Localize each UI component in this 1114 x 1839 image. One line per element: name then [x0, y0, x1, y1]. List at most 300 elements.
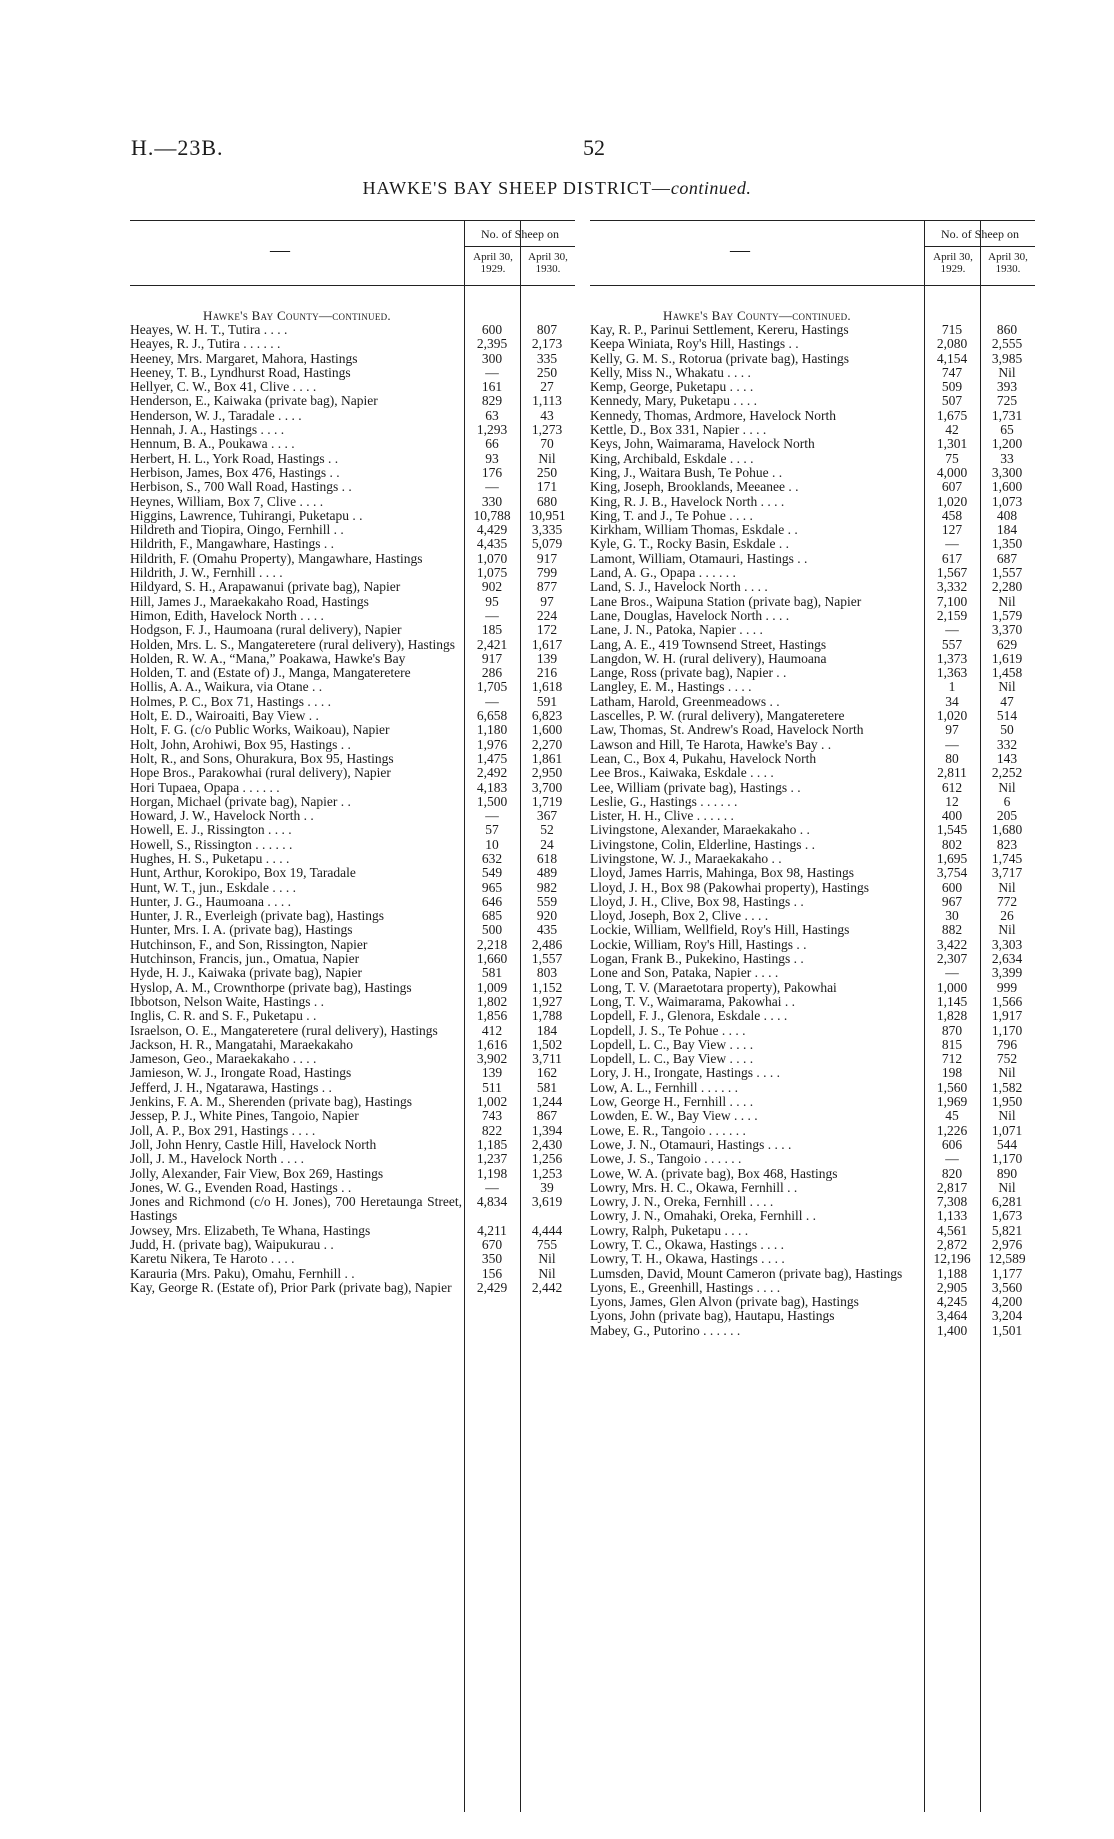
- sheep-1930: 172: [536, 622, 558, 638]
- table-row: [130, 1081, 575, 1095]
- sheep-1929: 45: [945, 1108, 959, 1124]
- owner-name: Hunt, W. T., jun., Eskdale . . . .: [130, 879, 296, 895]
- sheep-1930: 3,300: [991, 464, 1023, 480]
- owner-name: Jolly, Alexander, Fair View, Box 269, Hastings: [130, 1165, 384, 1181]
- table-row: [590, 1124, 1035, 1138]
- table-row: [130, 723, 575, 737]
- sheep-1930: 591: [536, 693, 558, 709]
- owner-name: Keepa Winiata, Roy's Hill, Hastings . .: [590, 336, 799, 352]
- sheep-1929: 1,976: [476, 736, 508, 752]
- owner-name: Kay, George R. (Estate of), Prior Park (private bag), Napier: [130, 1279, 452, 1295]
- table-row: [130, 509, 575, 523]
- sheep-1929: 632: [481, 850, 503, 866]
- owner-name: Jowsey, Mrs. Elizabeth, Te Whana, Hastings: [130, 1222, 371, 1238]
- owner-name: Lloyd, J. H., Box 98 (Pakowhai property), Hastings: [590, 879, 869, 895]
- table-row: [130, 1124, 575, 1138]
- table-row: [130, 638, 575, 652]
- sheep-1930: 680: [536, 493, 558, 509]
- table-row: [130, 323, 575, 337]
- sheep-1929: 63: [485, 407, 499, 423]
- document-reference: H.—23B.: [131, 135, 224, 160]
- sheep-1929: 139: [481, 1065, 503, 1081]
- owner-name: Kirkham, William Thomas, Eskdale . .: [590, 522, 798, 538]
- owner-name: Hyde, H. J., Kaiwaka (private bag), Napier: [130, 965, 363, 981]
- sheep-1930: 171: [536, 479, 558, 495]
- table-row: [130, 366, 575, 380]
- sheep-1930: 581: [536, 1079, 558, 1095]
- table-row: [130, 809, 575, 823]
- sheep-1929: 4,435: [476, 536, 508, 552]
- sheep-1930: 3,717: [991, 865, 1023, 881]
- sheep-1930: 97: [540, 593, 554, 609]
- name-column-header: —: [270, 239, 290, 261]
- sheep-1929: 500: [481, 922, 503, 938]
- sheep-1929: 509: [941, 379, 963, 395]
- sheep-1929: 2,421: [476, 636, 508, 652]
- sheep-1929: 1,237: [476, 1151, 508, 1167]
- sheep-1929: 549: [481, 865, 503, 881]
- sheep-1930: 687: [996, 550, 1018, 566]
- table-row: [130, 423, 575, 437]
- owner-name: Lopdell, L. C., Bay View . . . .: [590, 1036, 754, 1052]
- table-row: [590, 823, 1035, 837]
- sheep-1930: 1,177: [991, 1265, 1023, 1281]
- section-heading: Hawke's Bay County—continued.: [663, 308, 851, 323]
- owner-name: Land, S. J., Havelock North . . . .: [590, 579, 768, 595]
- sheep-1930: 2,280: [991, 579, 1023, 595]
- table-row: [130, 537, 575, 551]
- sheep-1930: 408: [996, 507, 1018, 523]
- table-row: [130, 452, 575, 466]
- table-row: [590, 552, 1035, 566]
- table-row: [130, 580, 575, 594]
- sheep-1929: —: [945, 622, 959, 638]
- sheep-1929: 581: [481, 965, 503, 981]
- owner-name: Lloyd, James Harris, Mahinga, Box 98, Hastings: [590, 865, 854, 881]
- sheep-1929: 1: [948, 679, 956, 695]
- sheep-1930: 6,281: [991, 1194, 1023, 1210]
- owner-name: Jamieson, W. J., Irongate Road, Hastings: [130, 1065, 352, 1081]
- table-row: [590, 938, 1035, 952]
- owner-name: Low, A. L., Fernhill . . . . . .: [590, 1079, 738, 1095]
- sheep-1929: 1,500: [476, 793, 508, 809]
- sheep-1930: 1,256: [531, 1151, 563, 1167]
- table-row: [590, 580, 1035, 594]
- owner-name: Lee Bros., Kaiwaka, Eskdale . . . .: [590, 765, 774, 781]
- table-row: [130, 480, 575, 494]
- sheep-1930: 755: [536, 1237, 558, 1252]
- table-row: [590, 1238, 1035, 1252]
- owner-name: Livingstone, Alexander, Maraekakaho . .: [590, 822, 810, 838]
- table-row: [130, 709, 575, 723]
- sheep-1929: —: [485, 693, 499, 709]
- sheep-1929: 1,293: [476, 422, 508, 438]
- table-row: [590, 909, 1035, 923]
- table-row: [130, 795, 575, 809]
- owner-name: Herbert, H. L., York Road, Hastings . .: [130, 450, 339, 466]
- table-row: [130, 623, 575, 637]
- sheep-1930: 2,173: [531, 336, 563, 352]
- table-row: [590, 380, 1035, 394]
- sheep-1930: 3,711: [532, 1051, 562, 1067]
- owner-name: Heayes, R. J., Tutira . . . . . .: [130, 336, 281, 352]
- sheep-1930: 3,370: [991, 622, 1023, 638]
- table-row: [590, 781, 1035, 795]
- sheep-1930: 725: [996, 393, 1018, 409]
- sheep-1929: 2,429: [476, 1279, 508, 1295]
- sheep-1929: 557: [941, 636, 963, 652]
- sheep-1930: 3,700: [531, 779, 563, 795]
- owner-name: Lawson and Hill, Te Harota, Hawke's Bay . .: [590, 736, 832, 752]
- table-row: [590, 952, 1035, 966]
- sheep-1929: 330: [481, 493, 503, 509]
- sheep-1930: 12,589: [988, 1251, 1026, 1267]
- owner-name: Holmes, P. C., Box 71, Hastings . . . .: [130, 693, 332, 709]
- sheep-1930: 24: [540, 836, 554, 852]
- sheep-1929: 1,705: [476, 679, 508, 695]
- table-row: [130, 995, 575, 1009]
- sheep-1930: 1,861: [531, 750, 563, 766]
- owner-name: Howard, J. W., Havelock North . .: [130, 808, 314, 824]
- table-row: [130, 666, 575, 680]
- sheep-1929: 1,301: [936, 436, 968, 452]
- sheep-1930: 1,244: [531, 1094, 563, 1110]
- sheep-1930: 890: [996, 1165, 1018, 1181]
- sheep-1929: 12,196: [933, 1251, 971, 1267]
- sheep-1930: 796: [996, 1036, 1018, 1052]
- sheep-1929: 1,545: [936, 822, 968, 838]
- table-row: [130, 1238, 575, 1252]
- owner-name: Hildrith, F. (Omahu Property), Mangawhare, Hastings: [130, 550, 423, 566]
- left-table: [130, 220, 575, 1812]
- table-row: [130, 495, 575, 509]
- sheep-1929: 882: [941, 922, 963, 938]
- sheep-1929: 2,395: [476, 336, 508, 352]
- sheep-1929: 507: [941, 393, 963, 409]
- table-row: [590, 1209, 1035, 1223]
- table-row: [590, 638, 1035, 652]
- owner-name: Kelly, Miss N., Whakatu . . . .: [590, 364, 751, 380]
- table-row: [590, 1109, 1035, 1123]
- table-row: [590, 466, 1035, 480]
- sheep-1930: 143: [996, 750, 1018, 766]
- table-row: [130, 952, 575, 966]
- sheep-1930: 1,745: [991, 850, 1023, 866]
- table-row: [590, 1267, 1035, 1281]
- owner-name: Jameson, Geo., Maraekakaho . . . .: [130, 1051, 317, 1067]
- sheep-1930: 1,600: [531, 722, 563, 738]
- sheep-1929: 1,070: [476, 550, 508, 566]
- table-row: [130, 466, 575, 480]
- sheep-1930: Nil: [998, 922, 1016, 938]
- sheep-1930: 216: [536, 665, 558, 681]
- owner-name: Hildrith, F., Mangawhare, Hastings . .: [130, 536, 335, 552]
- table-body: [130, 323, 575, 1295]
- owner-name: Hutchinson, F., and Son, Rissington, Napier: [130, 936, 368, 952]
- owner-name: Hope Bros., Parakowhai (rural delivery), Napier: [130, 765, 391, 781]
- table-row: [590, 337, 1035, 351]
- sheep-1930: 489: [536, 865, 558, 881]
- sheep-1930: 70: [540, 436, 554, 452]
- table-row: [130, 909, 575, 923]
- sheep-1929: 1,180: [476, 722, 508, 738]
- sheep-1929: 600: [481, 322, 503, 337]
- table-row: [130, 1152, 575, 1166]
- owner-name: Lloyd, Joseph, Box 2, Clive . . . .: [590, 908, 769, 924]
- table-row: [590, 1052, 1035, 1066]
- sheep-1929: 612: [941, 779, 963, 795]
- sheep-1930: 752: [996, 1051, 1018, 1067]
- table-row: [590, 1281, 1035, 1295]
- sheep-1929: 2,080: [936, 336, 968, 352]
- sheep-1930: 47: [1000, 693, 1014, 709]
- table-row: [590, 537, 1035, 551]
- year-1930-header: April 30, 1930.: [988, 251, 1028, 275]
- table-row: [590, 623, 1035, 637]
- table-row: [130, 938, 575, 952]
- sheep-1929: 3,464: [936, 1308, 968, 1324]
- page-title: [0, 178, 1114, 199]
- sheep-1929: 1,567: [936, 565, 968, 581]
- owner-name: Heeney, T. B., Lyndhurst Road, Hastings: [130, 364, 351, 380]
- sheep-1929: 3,754: [936, 865, 968, 881]
- sheep-1929: 57: [485, 822, 499, 838]
- owner-name: Leslie, G., Hastings . . . . . .: [590, 793, 738, 809]
- owner-name: Lascelles, P. W. (rural delivery), Mangateretere: [590, 708, 845, 724]
- owner-name: Kay, R. P., Parinui Settlement, Kereru, Hastings: [590, 322, 849, 337]
- sheep-1929: 712: [941, 1051, 963, 1067]
- owner-name: Lowry, T. C., Okawa, Hastings . . . .: [590, 1237, 784, 1252]
- year-1930-header: April 30, 1930.: [528, 251, 568, 275]
- sheep-1930: 224: [536, 607, 558, 623]
- owner-name: Ibbotson, Nelson Waite, Hastings . .: [130, 993, 325, 1009]
- table-row: [130, 523, 575, 537]
- sheep-1930: 1,273: [531, 422, 563, 438]
- table-row: [590, 766, 1035, 780]
- table-row: [130, 1095, 575, 1109]
- owner-name: Holt, F. G. (c/o Public Works, Waikoau), Napier: [130, 722, 390, 738]
- table-row: [590, 480, 1035, 494]
- owner-name: Judd, H. (private bag), Waipukurau . .: [130, 1237, 334, 1252]
- sheep-1930: Nil: [998, 1179, 1016, 1195]
- sheep-1930: 2,634: [991, 951, 1023, 967]
- sheep-1930: 4,444: [531, 1222, 563, 1238]
- sheep-1930: 332: [996, 736, 1018, 752]
- title-continued: continued.: [670, 178, 752, 198]
- owner-name: King, Joseph, Brooklands, Meeanee . .: [590, 479, 799, 495]
- owner-name: King, T. and J., Te Pohue . . . .: [590, 507, 753, 523]
- owner-name: Lowe, W. A. (private bag), Box 468, Hastings: [590, 1165, 838, 1181]
- owner-name: Lory, J. H., Irongate, Hastings . . . .: [590, 1065, 780, 1081]
- owner-name: Hunter, Mrs. I. A. (private bag), Hastings: [130, 922, 353, 938]
- sheep-1930: 807: [536, 322, 558, 337]
- owner-name: Lopdell, J. S., Te Pohue . . . .: [590, 1022, 746, 1038]
- sheep-1929: 4,154: [936, 350, 968, 366]
- sheep-1929: 1,145: [936, 993, 968, 1009]
- sheep-1929: 747: [941, 364, 963, 380]
- sheep-1929: 1,560: [936, 1079, 968, 1095]
- table-header: [130, 220, 575, 286]
- sheep-1929: 127: [941, 522, 963, 538]
- sheep-1929: 870: [941, 1022, 963, 1038]
- owner-name: Karetu Nikera, Te Haroto . . . .: [130, 1251, 295, 1267]
- table-row: [130, 394, 575, 408]
- table-row: [130, 923, 575, 937]
- sheep-1929: 1,616: [476, 1036, 508, 1052]
- owner-name: Lowry, Ralph, Puketapu . . . .: [590, 1222, 749, 1238]
- table-row: [130, 337, 575, 351]
- owner-name: Higgins, Lawrence, Tuhirangi, Puketapu . .: [130, 507, 363, 523]
- sheep-1930: 1,927: [531, 993, 563, 1009]
- table-row: [590, 680, 1035, 694]
- table-row: [590, 323, 1035, 337]
- sheep-1929: 1,475: [476, 750, 508, 766]
- table-row: [130, 1281, 575, 1295]
- sheep-1930: 5,821: [991, 1222, 1023, 1238]
- owner-name: Hellyer, C. W., Box 41, Clive . . . .: [130, 379, 317, 395]
- table-row: [590, 423, 1035, 437]
- sheep-1930: 1,502: [531, 1036, 563, 1052]
- sheep-1930: 1,170: [991, 1022, 1023, 1038]
- owner-name: Himon, Edith, Havelock North . . . .: [130, 607, 324, 623]
- sheep-1930: 1,673: [991, 1208, 1023, 1224]
- owner-name: Henderson, W. J., Taradale . . . .: [130, 407, 302, 423]
- year-1929-header: April 30, 1929.: [933, 251, 973, 275]
- owner-name: Horgan, Michael (private bag), Napier . .: [130, 793, 351, 809]
- sheep-1930: 2,486: [531, 936, 563, 952]
- owner-name: Kennedy, Thomas, Ardmore, Havelock North: [590, 407, 836, 423]
- sheep-1930: 2,270: [531, 736, 563, 752]
- right-table: [590, 220, 1035, 1812]
- sheep-1930: 1,200: [991, 436, 1023, 452]
- table-row: [590, 995, 1035, 1009]
- table-row: [590, 838, 1035, 852]
- owner-name: King, J., Waitara Bush, Te Pohue . .: [590, 464, 783, 480]
- sheep-1929: 1,188: [936, 1265, 968, 1281]
- owner-name: Kettle, D., Box 331, Napier . . . .: [590, 422, 767, 438]
- sheep-1930: Nil: [998, 879, 1016, 895]
- owner-name: Lamont, William, Otamauri, Hastings . .: [590, 550, 808, 566]
- sheep-1929: 93: [485, 450, 499, 466]
- owner-name: Holt, E. D., Wairoaiti, Bay View . .: [130, 708, 319, 724]
- sheep-1929: 66: [485, 436, 499, 452]
- sheep-1929: 1,009: [476, 979, 508, 995]
- sheep-1929: 1,363: [936, 665, 968, 681]
- owner-name: Inglis, C. R. and S. F., Puketapu . .: [130, 1008, 317, 1024]
- sheep-1930: 3,303: [991, 936, 1023, 952]
- sheep-1930: 1,719: [531, 793, 563, 809]
- sheep-1929: 822: [481, 1122, 503, 1138]
- owner-name: Logan, Frank B., Pukekino, Hastings . .: [590, 951, 804, 967]
- owner-name: Hunt, Arthur, Korokipo, Box 19, Taradale: [130, 865, 356, 881]
- owner-name: Lyons, James, Glen Alvon (private bag), Hastings: [590, 1294, 859, 1310]
- sheep-1930: 1,579: [991, 607, 1023, 623]
- sheep-1929: 2,872: [936, 1237, 968, 1252]
- sheep-1930: 999: [996, 979, 1018, 995]
- owner-name: Lowe, J. S., Tangoio . . . . . .: [590, 1151, 742, 1167]
- table-row: [590, 666, 1035, 680]
- sheep-1929: 965: [481, 879, 503, 895]
- sheep-1930: 2,976: [991, 1237, 1023, 1252]
- sheep-1929: 156: [481, 1265, 503, 1281]
- table-row: [590, 1324, 1035, 1338]
- sheep-1929: 646: [481, 893, 503, 909]
- owner-name: Lyons, E., Greenhill, Hastings . . . .: [590, 1279, 781, 1295]
- sheep-1929: —: [485, 479, 499, 495]
- sheep-1930: 162: [536, 1065, 558, 1081]
- table-row: [130, 1109, 575, 1123]
- owner-name: Lowe, E. R., Tangoio . . . . . .: [590, 1122, 746, 1138]
- sheep-1929: 300: [481, 350, 503, 366]
- table-row: [590, 981, 1035, 995]
- sheep-1929: 4,000: [936, 464, 968, 480]
- sheep-1930: 799: [536, 565, 558, 581]
- table-row: [130, 895, 575, 909]
- table-row: [130, 766, 575, 780]
- sheep-1929: 1,020: [936, 493, 968, 509]
- owner-name: Lopdell, F. J., Glenora, Eskdale . . . .: [590, 1008, 788, 1024]
- owner-name: Lumsden, David, Mount Cameron (private bag), Hastings: [590, 1265, 903, 1281]
- sheep-1930: 1,350: [991, 536, 1023, 552]
- owner-name: Lowden, E. W., Bay View . . . .: [590, 1108, 758, 1124]
- sheep-1929: 1,020: [936, 708, 968, 724]
- owner-name: Lange, Ross (private bag), Napier . .: [590, 665, 787, 681]
- sheep-1929: 1,133: [936, 1208, 968, 1224]
- sheep-1930: 2,252: [991, 765, 1023, 781]
- table-row: [590, 881, 1035, 895]
- sheep-1929: 30: [945, 908, 959, 924]
- sheep-1929: 4,245: [936, 1294, 968, 1310]
- table-row: [590, 1167, 1035, 1181]
- sheep-1930: 877: [536, 579, 558, 595]
- sheep-1930: 860: [996, 322, 1018, 337]
- owner-name: Lowe, J. N., Otamauri, Hastings . . . .: [590, 1136, 792, 1152]
- owner-name: Lyons, John (private bag), Hautapu, Hastings: [590, 1308, 835, 1324]
- year-1929-header: April 30, 1929.: [473, 251, 513, 275]
- sheep-1930: 2,430: [531, 1136, 563, 1152]
- owner-name: Kyle, G. T., Rocky Basin, Eskdale . .: [590, 536, 789, 552]
- owner-name: Lang, A. E., 419 Townsend Street, Hastings: [590, 636, 827, 652]
- sheep-1929: 7,308: [936, 1194, 968, 1210]
- sheep-1930: 1,619: [991, 650, 1023, 666]
- sheep-1929: 715: [941, 322, 963, 337]
- owner-name: Hennum, B. A., Poukawa . . . .: [130, 436, 295, 452]
- table-row: [590, 1195, 1035, 1209]
- sheep-1929: 1,695: [936, 850, 968, 866]
- sheep-1930: 1,073: [991, 493, 1023, 509]
- owner-name: Kennedy, Mary, Puketapu . . . .: [590, 393, 757, 409]
- sheep-1929: 1,856: [476, 1008, 508, 1024]
- owner-name: Holt, John, Arohiwi, Box 95, Hastings . .: [130, 736, 351, 752]
- owner-name: Joll, J. M., Havelock North . . . .: [130, 1151, 304, 1167]
- sheep-1930: 205: [996, 808, 1018, 824]
- table-row: [590, 1024, 1035, 1038]
- sheep-1930: 917: [536, 550, 558, 566]
- sheep-1930: 184: [996, 522, 1018, 538]
- owner-name: Hill, James J., Maraekakaho Road, Hastings: [130, 593, 369, 609]
- sheep-1929: 12: [945, 793, 959, 809]
- table-row: [590, 1081, 1035, 1095]
- section-heading: Hawke's Bay County—continued.: [203, 308, 391, 323]
- table-row: [590, 1138, 1035, 1152]
- sheep-1929: 3,332: [936, 579, 968, 595]
- sheep-1930: 5,079: [531, 536, 563, 552]
- sheep-1930: Nil: [538, 1265, 556, 1281]
- table-row: [130, 409, 575, 423]
- sheep-1929: —: [945, 736, 959, 752]
- table-row: [130, 1038, 575, 1052]
- sheep-1929: —: [485, 364, 499, 380]
